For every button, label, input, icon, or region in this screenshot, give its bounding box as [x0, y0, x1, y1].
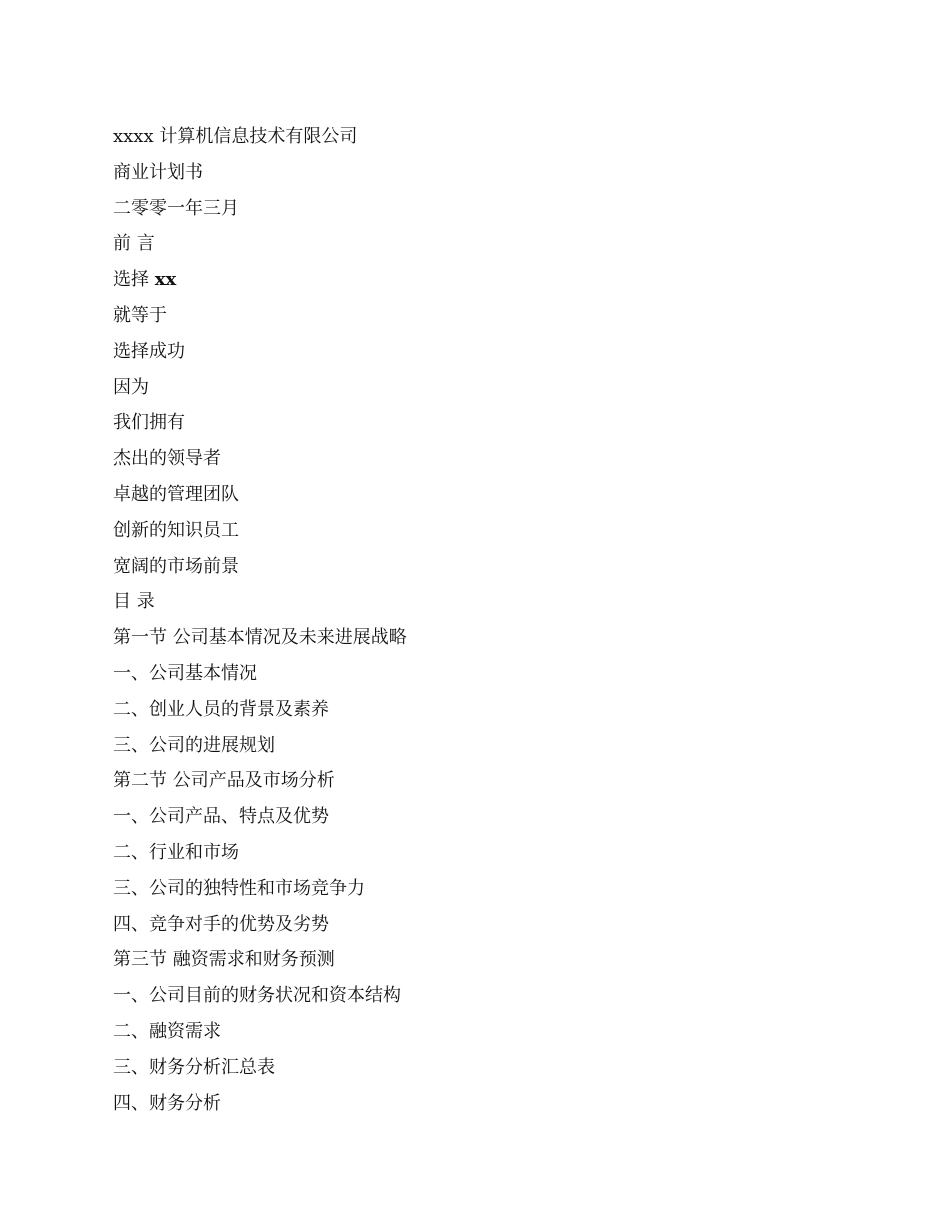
toc-section: 第三节 融资需求和财务预测 [113, 949, 335, 971]
toc-item: 二、融资需求 [113, 1020, 221, 1042]
text-line: 宽阔的市场前景 [113, 555, 239, 577]
toc-item: 二、创业人员的背景及素养 [113, 698, 329, 720]
text-line: 选择成功 [113, 340, 185, 362]
toc-section: 第一节 公司基本情况及未来进展战略 [113, 627, 407, 649]
choose-prefix: 选择 [113, 269, 155, 291]
text-line: 卓越的管理团队 [113, 483, 239, 505]
toc-item: 四、竞争对手的优势及劣势 [113, 913, 329, 935]
toc-section: 第二节 公司产品及市场分析 [113, 770, 335, 792]
text-line: 创新的知识员工 [113, 519, 239, 541]
toc-item: 四、财务分析 [113, 1092, 221, 1114]
toc-item: 三、公司的进展规划 [113, 734, 275, 756]
date-line: 二零零一年三月 [113, 197, 239, 219]
toc-heading: 目 录 [113, 591, 155, 613]
text-line: 因为 [113, 376, 149, 398]
text-line: 我们拥有 [113, 412, 185, 434]
toc-item: 一、公司产品、特点及优势 [113, 806, 329, 828]
text-line: 就等于 [113, 304, 167, 326]
toc-item: 一、公司目前的财务状况和资本结构 [113, 985, 401, 1007]
toc-item: 二、行业和市场 [113, 841, 239, 863]
document-text [113, 119, 407, 1121]
choose-line [113, 262, 407, 298]
toc-item: 三、财务分析汇总表 [113, 1056, 275, 1078]
text-line: 杰出的领导者 [113, 448, 221, 470]
toc-item: 一、公司基本情况 [113, 662, 257, 684]
doc-title-line: 商业计划书 [113, 161, 203, 183]
preface-heading: 前 言 [113, 233, 155, 255]
choose-bold: xx [154, 269, 177, 291]
company-name-line: xxxx 计算机信息技术有限公司 [113, 126, 358, 147]
toc-item: 三、公司的独特性和市场竞争力 [113, 877, 365, 899]
